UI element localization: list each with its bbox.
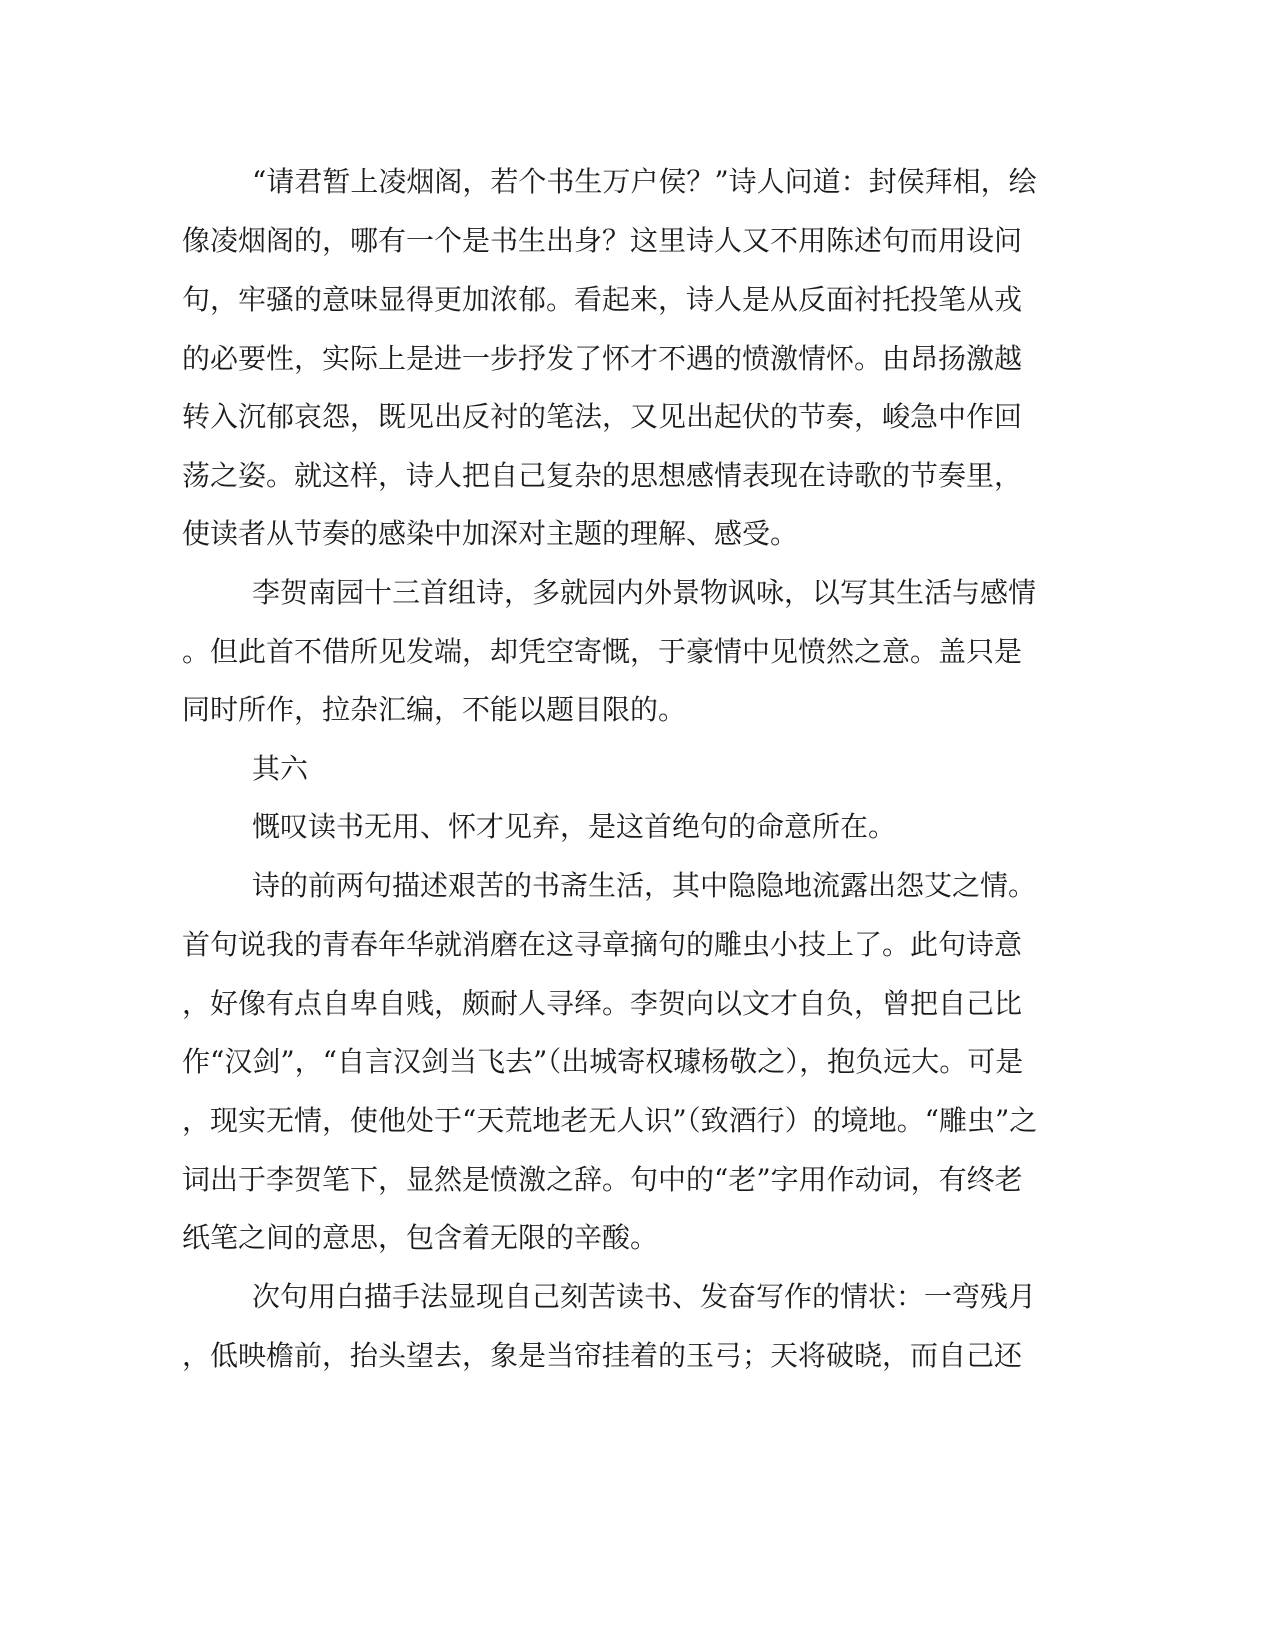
text-line: ，现实无情，使他处于“天荒地老无人识”（致酒行）的境地。“雕虫”之: [182, 1104, 1038, 1137]
text-line: 。但此首不借所见发端，却凭空寄慨，于豪情中见愤然之意。盖只是: [182, 635, 1023, 668]
text-line: 同时所作，拉杂汇编，不能以题目限的。: [182, 693, 687, 726]
section-heading: 其六: [252, 752, 309, 785]
text-line: 荡之姿。就这样，诗人把自己复杂的思想感情表现在诗歌的节奏里，: [182, 459, 1023, 492]
text-line: “请君暂上凌烟阁，若个书生万户侯？”诗人问道：封侯拜相，绘: [252, 165, 1037, 198]
text-line: ，好像有点自卑自贱，颇耐人寻绎。李贺向以文才自负，曾把自己比: [182, 987, 1023, 1020]
text-line: 作“汉剑”，“自言汉剑当飞去”（出城寄权璩杨敬之），抱负远大。可是: [182, 1045, 1024, 1078]
text-line: 慨叹读书无用、怀才见弃，是这首绝句的命意所在。: [252, 810, 897, 843]
text-line: 使读者从节奏的感染中加深对主题的理解、感受。: [182, 517, 799, 550]
text-line: 句，牢骚的意味显得更加浓郁。看起来，诗人是从反面衬托投笔从戎: [182, 283, 1023, 316]
text-line: 词出于李贺笔下，显然是愤激之辞。句中的“老”字用作动词，有终老: [182, 1163, 1023, 1196]
text-line: 的必要性，实际上是进一步抒发了怀才不遇的愤激情怀。由昂扬激越: [182, 342, 1023, 375]
text-line: 首句说我的青春年华就消磨在这寻章摘句的雕虫小技上了。此句诗意: [182, 928, 1023, 961]
text-line: 次句用白描手法显现自己刻苦读书、发奋写作的情状：一弯残月: [252, 1280, 1037, 1313]
text-line: 诗的前两句描述艰苦的书斋生活，其中隐隐地流露出怨艾之情。: [252, 869, 1037, 902]
text-line: 纸笔之间的意思，包含着无限的辛酸。: [182, 1221, 659, 1254]
text-line: 李贺南园十三首组诗，多就园内外景物讽咏，以写其生活与感情: [252, 576, 1037, 609]
text-line: 像凌烟阁的，哪有一个是书生出身？这里诗人又不用陈述句而用设问: [182, 224, 1023, 257]
text-line: ，低映檐前，抬头望去，象是当帘挂着的玉弓；天将破晓，而自己还: [182, 1339, 1023, 1372]
text-line: 转入沉郁哀怨，既见出反衬的笔法，又见出起伏的节奏，峻急中作回: [182, 400, 1023, 433]
